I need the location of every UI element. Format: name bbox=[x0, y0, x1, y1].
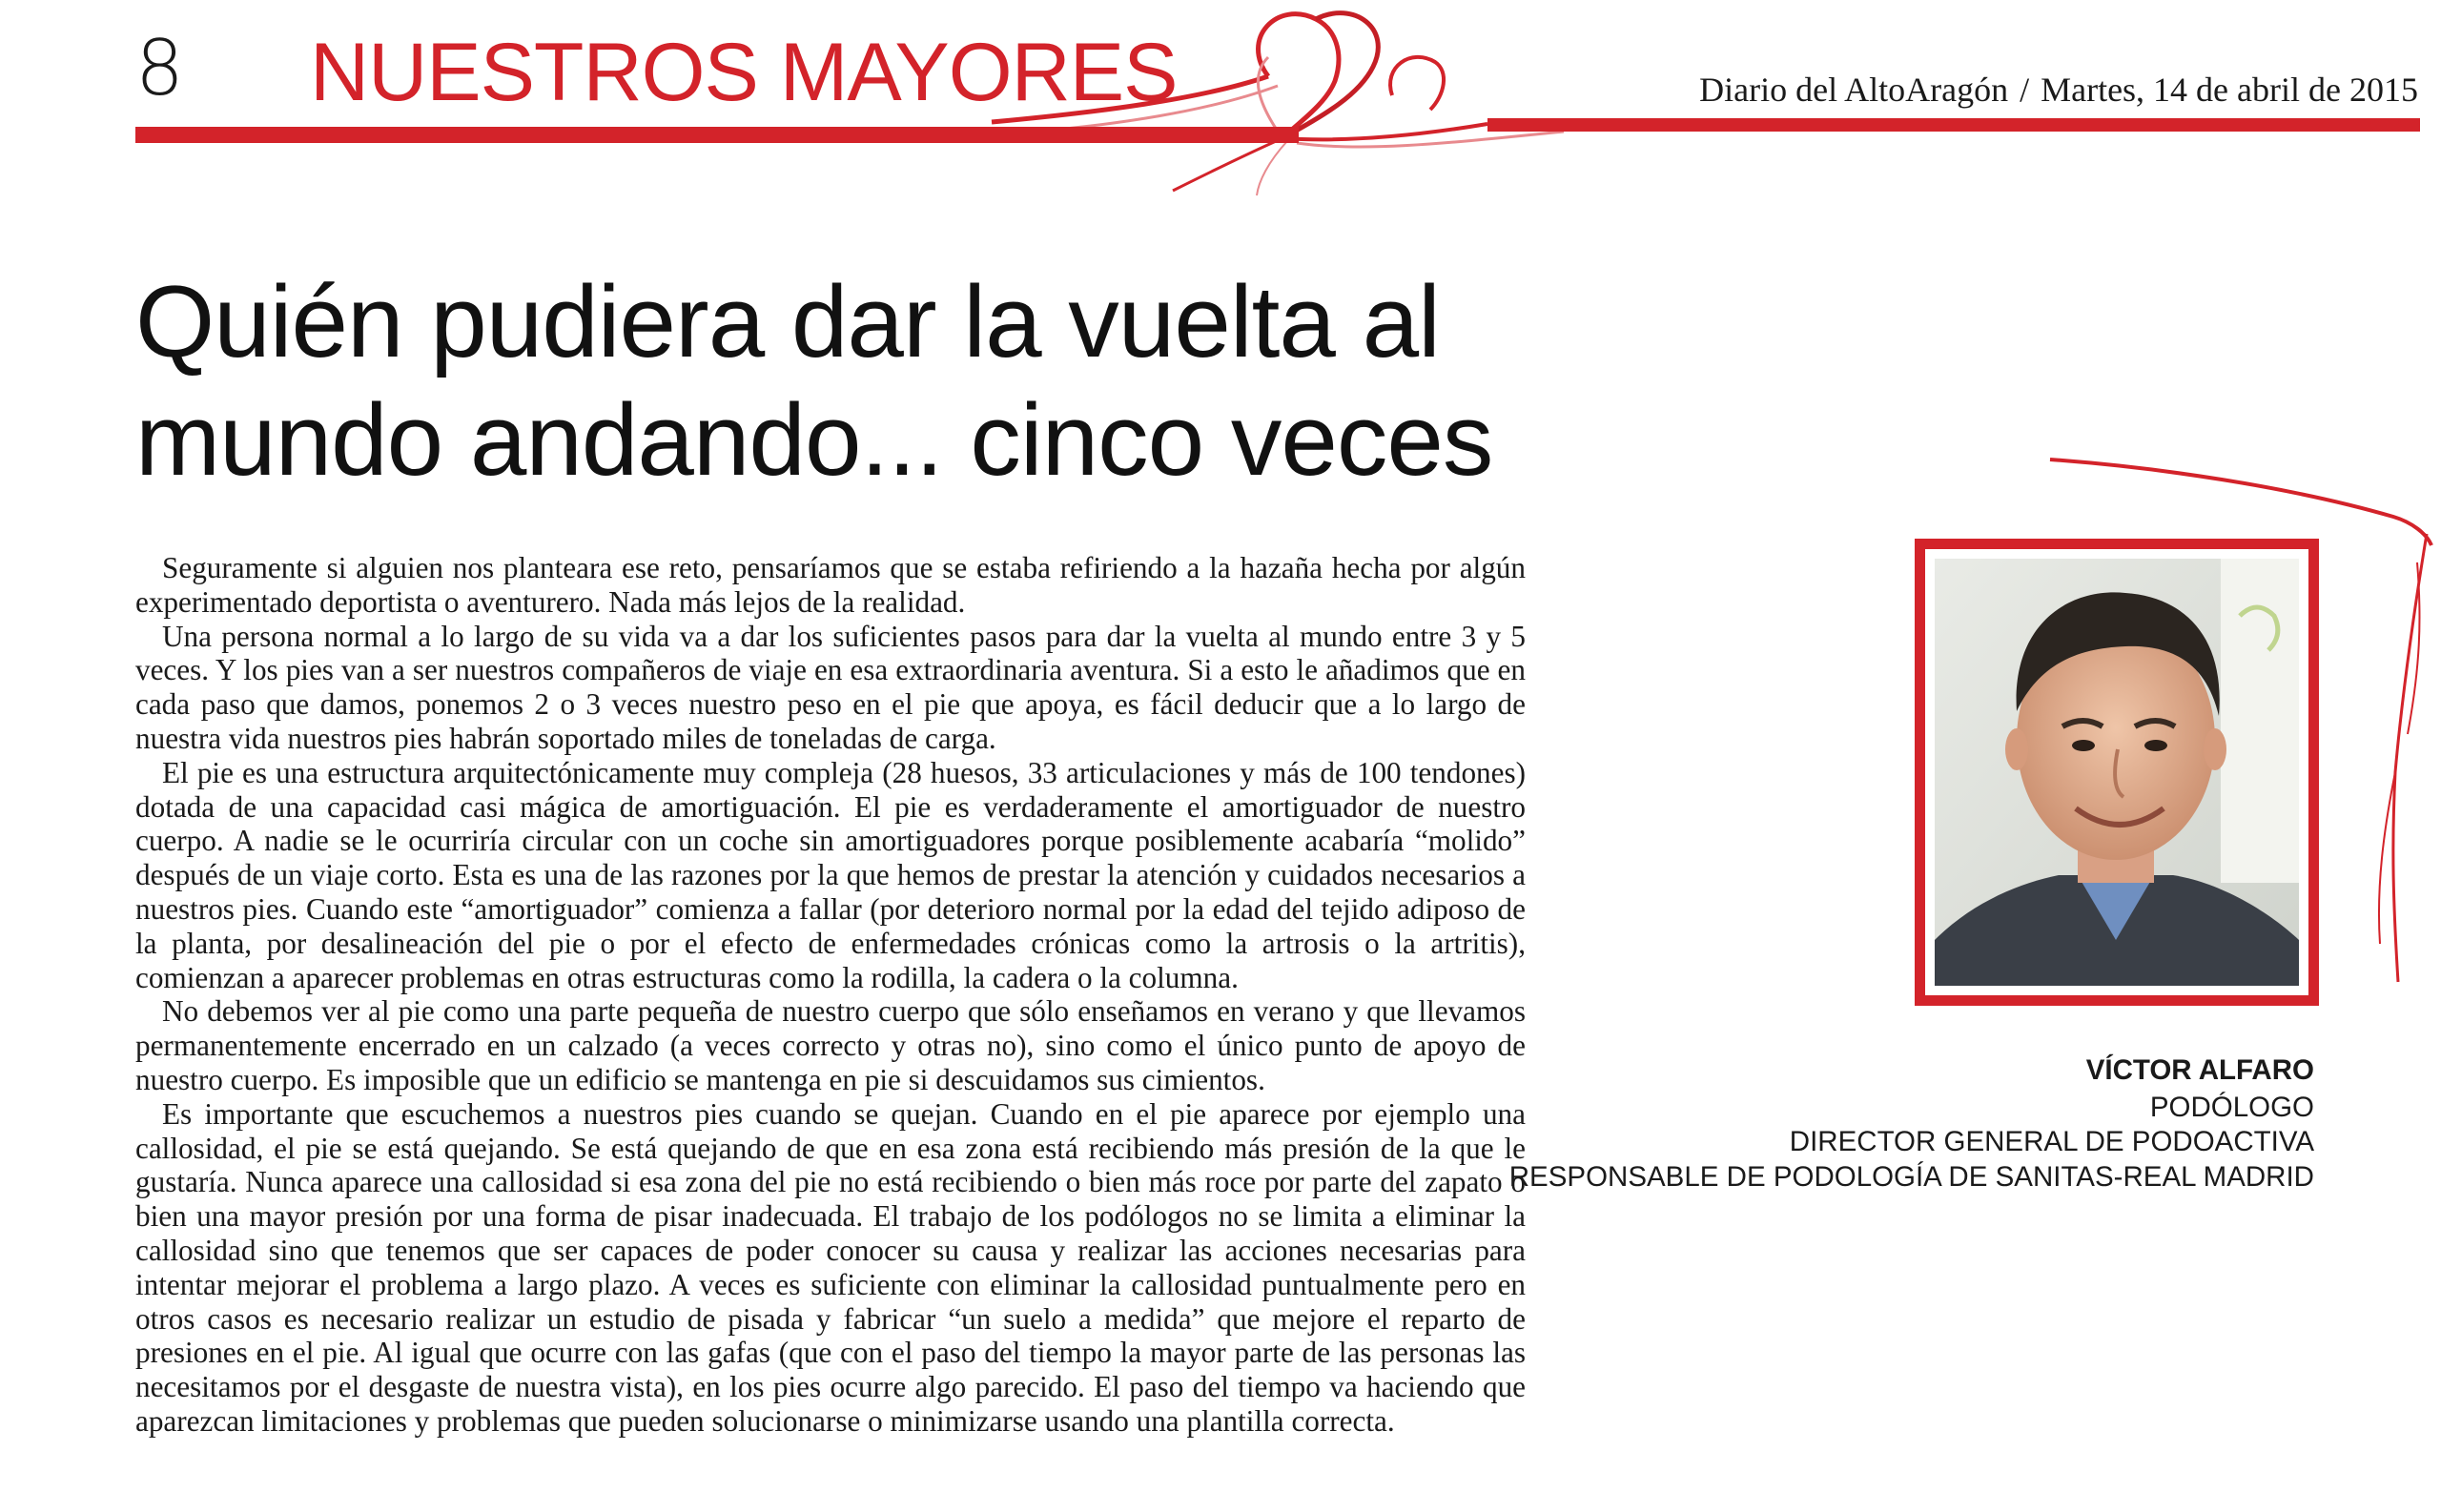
author-role: RESPONSABLE DE PODOLOGÍA DE SANITAS-REAL MADRID bbox=[1508, 1160, 2314, 1193]
article-paragraph: Una persona normal a lo largo de su vida va a dar los suficientes pasos para dar la vuelta al mundo entre 3 y 5 veces. Y los pies van a ser nuestros compañeros de viaje en esa extraordinaria aventura. Si a esto le añadimos que en cada paso que damos, ponemos 2 o 3 veces nuestro peso en el pie que apoya, es fácil deducir que a lo largo de nuestra vida nuestros pies habrán soportado miles de toneladas de carga. bbox=[135, 619, 1526, 755]
article-paragraph: Es importante que escuchemos a nuestros pies cuando se quejan. Cuando en el pie aparece por ejemplo una callosidad, el pie se está quejando. Se está quejando de que en esa zona está recibiendo más presión de la que le gustaría. Nunca aparece una callosidad si esa zona del pie no está recibiendo o bien más roce por parte del zapato o bien una mayor presión por una forma de pisar inadecuada. El trabajo de los podólogos no se limita a eliminar la callosidad sino que tenemos que ser capaces de poder conocer su causa y realizar las acciones necesarias para intentar mejorar el problema a largo plazo. A veces es suficiente con eliminar la callosidad puntualmente pero en otros casos es necesario realizar un estudio de pisada y fabricar “un suelo a medida” que mejore el reparto de presiones en el pie. Al igual que ocurre con las gafas (que con el paso del tiempo la mayor parte de las personas las necesitamos por el desgaste de nuestra vista), en los pies ocurre algo parecido. El paso del tiempo va haciendo que aparezcan limitaciones y problemas que pueden solucionarse o minimizarse usando una plantilla correcta. bbox=[135, 1096, 1526, 1438]
section-title: NUESTROS MAYORES bbox=[310, 27, 1178, 118]
page-number: 8 bbox=[135, 24, 184, 112]
header-meta bbox=[1699, 69, 2418, 111]
author-name: VÍCTOR ALFARO bbox=[2085, 1054, 2314, 1086]
header-separator: / bbox=[2020, 71, 2030, 109]
author-role: PODÓLOGO bbox=[2149, 1091, 2314, 1123]
article-paragraph: El pie es una estructura arquitectónicamente muy compleja (28 huesos, 33 articulaciones y más de 100 tendones) dotada de una capacidad casi mágica de amortiguación. El pie es verdaderamente el amortiguador de nuestro cuerpo. A nadie se le ocurriría circular con un coche sin amortiguadores porque posiblemente acabaría “molido” después de un viaje corto. Esta es una de las razones por la que hemos de prestar la atención y cuidados necesarios a nuestros pies. Cuando este “amortiguador” comienza a fallar (por deterioro normal por la edad del tejido adiposo de la planta, por desalineación del pie o por el efecto de enfermedades crónicas como la artrosis o la artritis), comienzan a aparecer problemas en otras estructuras como la rodilla, la cadera o la columna. bbox=[135, 755, 1526, 994]
issue-date: Martes, 14 de abril de 2015 bbox=[2041, 71, 2418, 109]
header-rule-left bbox=[135, 127, 1299, 143]
article-paragraph: Seguramente si alguien nos planteara ese reto, pensaríamos que se estaba refiriendo a la hazaña hecha por algún experimentado deportista o aventurero. Nada más lejos de la realidad. bbox=[135, 551, 1526, 619]
author-photo-frame bbox=[1915, 539, 2319, 1006]
newspaper-name: Diario del AltoAragón bbox=[1699, 71, 2009, 109]
author-photo bbox=[1935, 559, 2299, 986]
article-headline: Quién pudiera dar la vuelta al mundo andando... cinco veces bbox=[135, 264, 1493, 497]
author-byline bbox=[1475, 1053, 2314, 1195]
ribbon-hearts-decoration bbox=[954, 0, 1621, 200]
article-paragraph: No debemos ver al pie como una parte pequeña de nuestro cuerpo que sólo enseñamos en verano y que llevamos permanentemente encerrado en un calzado (a veces correcto y otras no), sino como el único punto de apoyo de nuestro cuerpo. Es imposible que un edificio se mantenga en pie si descuidamos sus cimientos. bbox=[135, 994, 1526, 1096]
article-body bbox=[135, 551, 1526, 1439]
header-rule-right bbox=[1487, 118, 2420, 132]
author-role: DIRECTOR GENERAL DE PODOACTIVA bbox=[1789, 1126, 2314, 1157]
